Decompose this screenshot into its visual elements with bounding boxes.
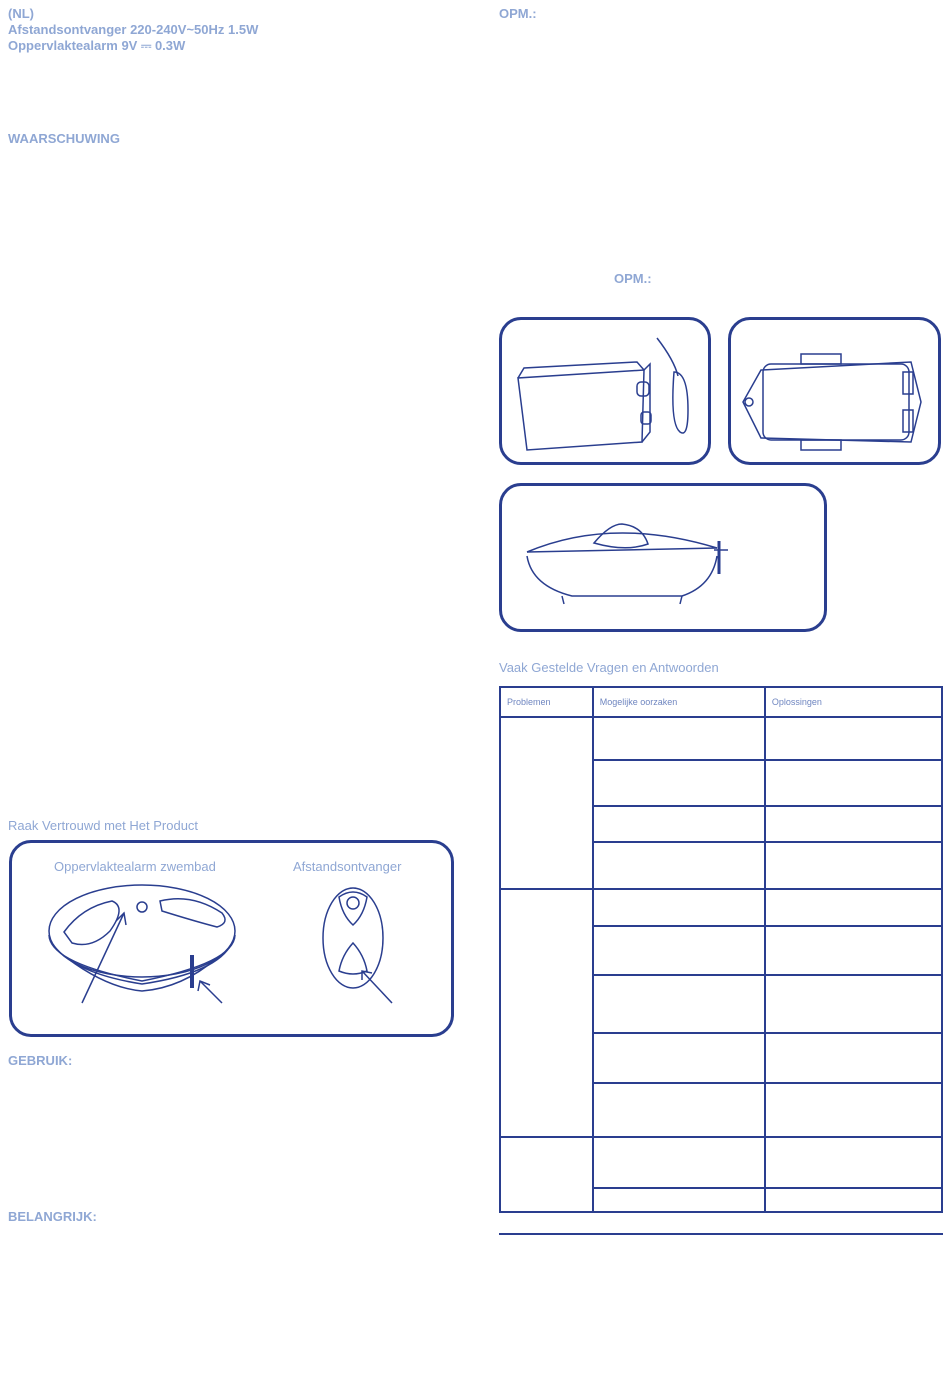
battery-slot-panel — [728, 317, 941, 465]
table-cell — [593, 806, 765, 842]
table-cell — [593, 975, 765, 1033]
footer-rule — [499, 1233, 943, 1235]
important-heading: BELANGRIJK: — [8, 1209, 97, 1224]
language-code: (NL) — [8, 6, 34, 21]
table-cell — [500, 889, 593, 1137]
table-cell — [765, 760, 942, 806]
alarm-side-illustration — [502, 486, 824, 629]
faq-table — [499, 686, 943, 1213]
usage-heading: GEBRUIK: — [8, 1053, 73, 1068]
battery-illustration — [502, 320, 708, 462]
col-solutions: Oplossingen — [765, 687, 942, 717]
product-heading: Raak Vertrouwd met Het Product — [8, 818, 199, 833]
battery-panel — [499, 317, 711, 465]
table-cell — [593, 1083, 765, 1137]
table-cell — [765, 889, 942, 926]
battery-slot-illustration — [731, 320, 938, 462]
product-panel — [9, 840, 454, 1037]
table-cell — [765, 717, 942, 760]
table-cell — [765, 1188, 942, 1212]
table-cell — [593, 889, 765, 926]
table-cell — [765, 1083, 942, 1137]
table-cell — [765, 842, 942, 889]
note-1: OPM.: — [499, 6, 537, 21]
col-problems: Problemen — [500, 687, 593, 717]
alarm-side-panel — [499, 483, 827, 632]
table-cell — [593, 1137, 765, 1188]
table-cell — [500, 717, 593, 889]
table-cell — [765, 975, 942, 1033]
warning-heading: WAARSCHUWING — [8, 131, 120, 146]
table-cell — [593, 1033, 765, 1083]
spec-receiver: Afstandsontvanger 220-240V~50Hz 1.5W — [8, 22, 259, 37]
table-cell — [593, 760, 765, 806]
receiver-label: Afstandsontvanger — [293, 859, 402, 874]
col-causes: Mogelijke oorzaken — [593, 687, 765, 717]
spec-alarm: Oppervlaktealarm 9V ⎓ 0.3W — [8, 38, 186, 53]
faq-heading: Vaak Gestelde Vragen en Antwoorden — [499, 660, 719, 675]
table-cell — [500, 1137, 593, 1212]
product-illustration — [12, 843, 452, 1033]
table-cell — [765, 1137, 942, 1188]
table-cell — [593, 1188, 765, 1212]
table-cell — [765, 926, 942, 975]
table-cell — [765, 806, 942, 842]
note-2: OPM.: — [614, 271, 652, 286]
table-cell — [593, 842, 765, 889]
table-cell — [765, 1033, 942, 1083]
table-cell — [593, 926, 765, 975]
table-cell — [593, 717, 765, 760]
alarm-label: Oppervlaktealarm zwembad — [54, 859, 216, 874]
